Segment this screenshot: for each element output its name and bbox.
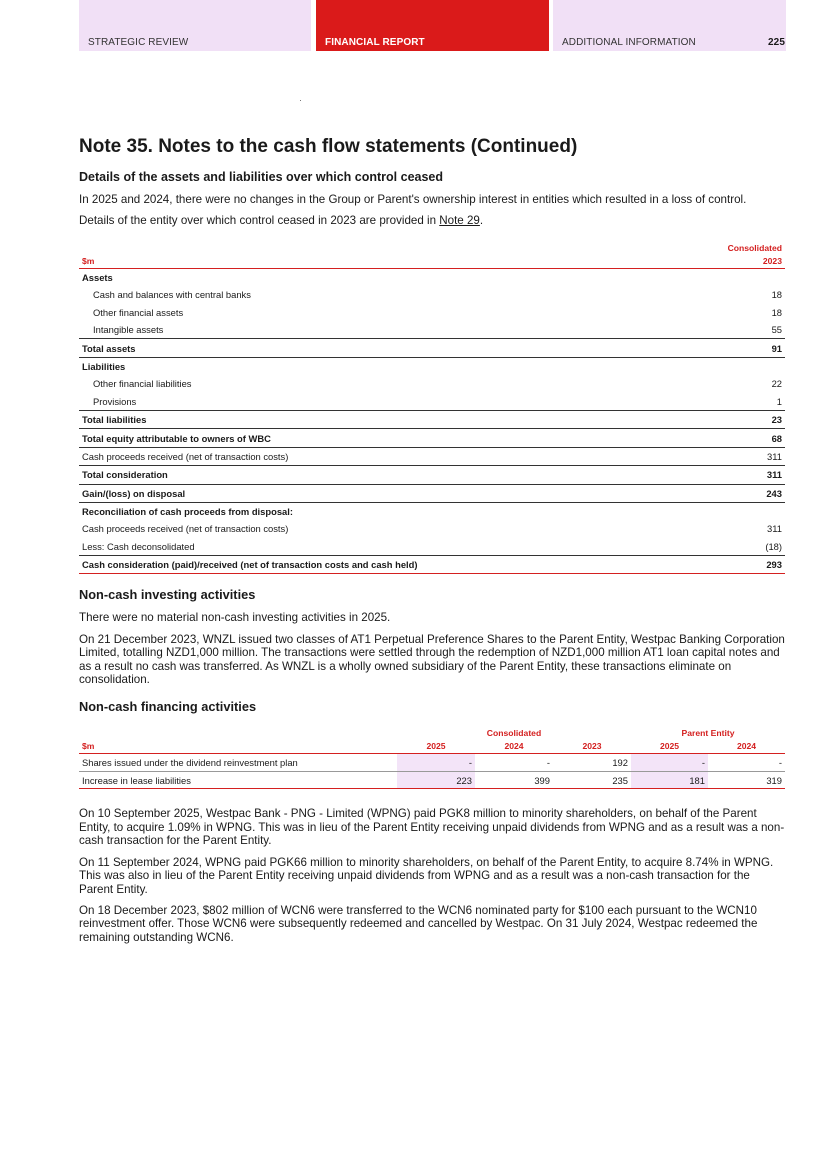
note-29-link[interactable]: Note 29 <box>439 214 480 228</box>
row-label: Assets <box>82 272 113 283</box>
table-header-blank <box>79 726 397 739</box>
tab-strategic-review-label: STRATEGIC REVIEW <box>88 37 189 48</box>
table-year-header-row <box>79 739 785 754</box>
row-label: Cash proceeds received (net of transaction costs) <box>82 523 289 535</box>
table-row <box>79 429 785 447</box>
table-row <box>79 771 785 789</box>
row-value: 243 <box>659 484 785 502</box>
tab-financial-report-label: FINANCIAL REPORT <box>325 37 425 48</box>
row-value: 22 <box>771 378 782 390</box>
row-value: 293 <box>659 556 785 574</box>
row-value: 311 <box>767 523 782 535</box>
row-value: 68 <box>659 429 785 447</box>
paragraph-wpng-2025: On 10 September 2025, Westpac Bank - PNG - Limited (WPNG) paid PGK8 million to minority shareholders, on behalf of the Parent Entity, to acquire 1.09% in WPNG. This was in lieu of the Parent Entity receiving unpaid dividends from WPNG and as a result was a non-cash transaction for the Parent Entity. <box>79 807 785 848</box>
row-label: Total consideration <box>79 466 659 484</box>
table-row <box>79 502 785 520</box>
page-number: 225 <box>768 37 785 48</box>
table-row <box>79 268 785 286</box>
row-label: Cash proceeds received (net of transaction costs) <box>79 447 659 465</box>
row-label: Increase in lease liabilities <box>79 771 397 789</box>
row-value <box>659 268 785 286</box>
table-row <box>79 538 785 556</box>
main-content <box>79 136 786 952</box>
row-value: 311 <box>659 466 785 484</box>
page-title: Note 35. Notes to the cash flow statements (Continued) <box>79 136 578 157</box>
row-value: - <box>397 754 475 772</box>
row-value: 1 <box>776 395 782 407</box>
table-header-consolidated: Consolidated <box>486 727 542 738</box>
year-header: 2025 <box>631 739 708 754</box>
row-label: Provisions <box>93 395 137 407</box>
paragraph-investing-none: There were no material non-cash investing activities in 2025. <box>79 611 391 625</box>
table-row <box>79 339 785 357</box>
table-row <box>79 484 785 502</box>
table-header-unit: $m <box>79 739 397 754</box>
paragraph-details-entity <box>79 214 786 227</box>
paragraph-wnzl-at1: On 21 December 2023, WNZL issued two classes of AT1 Perpetual Preference Shares to the Parent Entity, Westpac Banking Corporation Limited, totalling NZD1,000 million. The transactions were settled through the redemption of NZD1,000 million AT1 loan capital notes and as a result no cash was transferred. As WNZL is a wholly owned subsidiary of the Parent Entity, these transactions eliminate on consolidation. <box>79 632 785 687</box>
table-header-group-row <box>79 242 785 255</box>
table-header-year-row <box>79 255 785 269</box>
row-label: Liabilities <box>79 357 659 375</box>
table-header-parent-entity: Parent Entity <box>681 727 735 738</box>
row-label: Gain/(loss) on disposal <box>79 484 659 502</box>
section-heading-investing: Non-cash investing activities <box>79 587 256 603</box>
table-row <box>79 304 785 321</box>
stray-dot <box>300 100 301 101</box>
row-value: 18 <box>771 306 782 318</box>
table-row <box>79 393 785 411</box>
table-row <box>79 375 785 392</box>
row-value: 319 <box>708 771 785 789</box>
year-header: 2024 <box>708 739 785 754</box>
table-header-unit: $m <box>79 255 659 269</box>
row-value: 91 <box>659 339 785 357</box>
table-row <box>79 321 785 339</box>
paragraph-details-suffix: . <box>479 214 484 228</box>
section-heading-financing: Non-cash financing activities <box>79 699 257 715</box>
row-label: Total assets <box>79 339 659 357</box>
table-row <box>79 556 785 574</box>
paragraph-wpng-2024: On 11 September 2024, WPNG paid PGK66 million to minority shareholders, on behalf of the Parent Entity, to acquire 8.74% in WPNG. This was also in lieu of the Parent Entity receiving unpaid dividends from WPNG and as a result was a non-cash transaction for the Parent Entity. <box>79 855 774 896</box>
row-value: 18 <box>771 289 782 301</box>
year-header: 2025 <box>397 739 475 754</box>
year-header: 2024 <box>475 739 553 754</box>
row-value: 23 <box>659 410 785 428</box>
tab-additional-information-label: ADDITIONAL INFORMATION <box>562 37 696 48</box>
row-value: - <box>778 757 782 769</box>
paragraph-no-changes: In 2025 and 2024, there were no changes in the Group or Parent's ownership interest in entities which resulted in a loss of control. <box>79 193 747 206</box>
table-header-consolidated: Consolidated <box>727 243 782 254</box>
row-label: Total liabilities <box>79 410 659 428</box>
control-ceased-table <box>79 242 785 575</box>
year-header: 2023 <box>553 739 631 754</box>
row-label: Other financial liabilities <box>93 378 192 390</box>
row-value: 235 <box>553 771 631 789</box>
table-group-header-row <box>79 726 785 739</box>
row-value: 311 <box>659 447 785 465</box>
section-navigation <box>79 0 786 51</box>
row-value: 192 <box>612 757 628 769</box>
row-value: - <box>546 757 550 769</box>
table-row <box>79 754 785 772</box>
table-header-blank <box>79 242 659 255</box>
row-value: - <box>631 754 708 772</box>
row-label: Shares issued under the dividend reinvestment plan <box>82 757 298 769</box>
row-value <box>659 357 785 375</box>
row-value <box>659 502 785 520</box>
financing-activities-table <box>79 726 785 789</box>
table-row <box>79 410 785 428</box>
row-value: 399 <box>475 771 553 789</box>
row-label: Intangible assets <box>93 324 164 336</box>
table-header-year: 2023 <box>659 255 785 269</box>
row-label: Reconciliation of cash proceeds from disposal: <box>79 502 659 520</box>
table-row <box>79 447 785 465</box>
table-row <box>79 286 785 303</box>
tab-additional-information[interactable] <box>553 0 786 51</box>
row-label: Other financial assets <box>93 306 184 318</box>
paragraph-wcn6: On 18 December 2023, $802 million of WCN6 were transferred to the WCN6 nominated party for $100 each pursuant to the WCN10 reinvestment offer. Those WCN6 were subsequently redeemed and cancelled by Westpac. On 31 July 2024, Westpac redeemed the remaining outstanding WCN6. <box>79 903 758 944</box>
row-value: 223 <box>397 771 475 789</box>
paragraph-details-prefix: Details of the entity over which control ceased in 2023 are provided in <box>79 214 440 228</box>
tab-financial-report[interactable] <box>316 0 549 51</box>
row-label: Cash and balances with central banks <box>93 289 251 301</box>
row-value: 55 <box>771 324 782 336</box>
section-heading-control-ceased: Details of the assets and liabilities over which control ceased <box>79 170 444 184</box>
table-row <box>79 466 785 484</box>
row-label: Less: Cash deconsolidated <box>82 540 195 552</box>
row-value: (18) <box>765 540 782 552</box>
table-row <box>79 357 785 375</box>
tab-strategic-review[interactable] <box>79 0 311 51</box>
row-label: Cash consideration (paid)/received (net of transaction costs and cash held) <box>79 556 659 574</box>
row-value: 181 <box>631 771 708 789</box>
table-row <box>79 520 785 537</box>
row-label: Total equity attributable to owners of WBC <box>79 429 659 447</box>
